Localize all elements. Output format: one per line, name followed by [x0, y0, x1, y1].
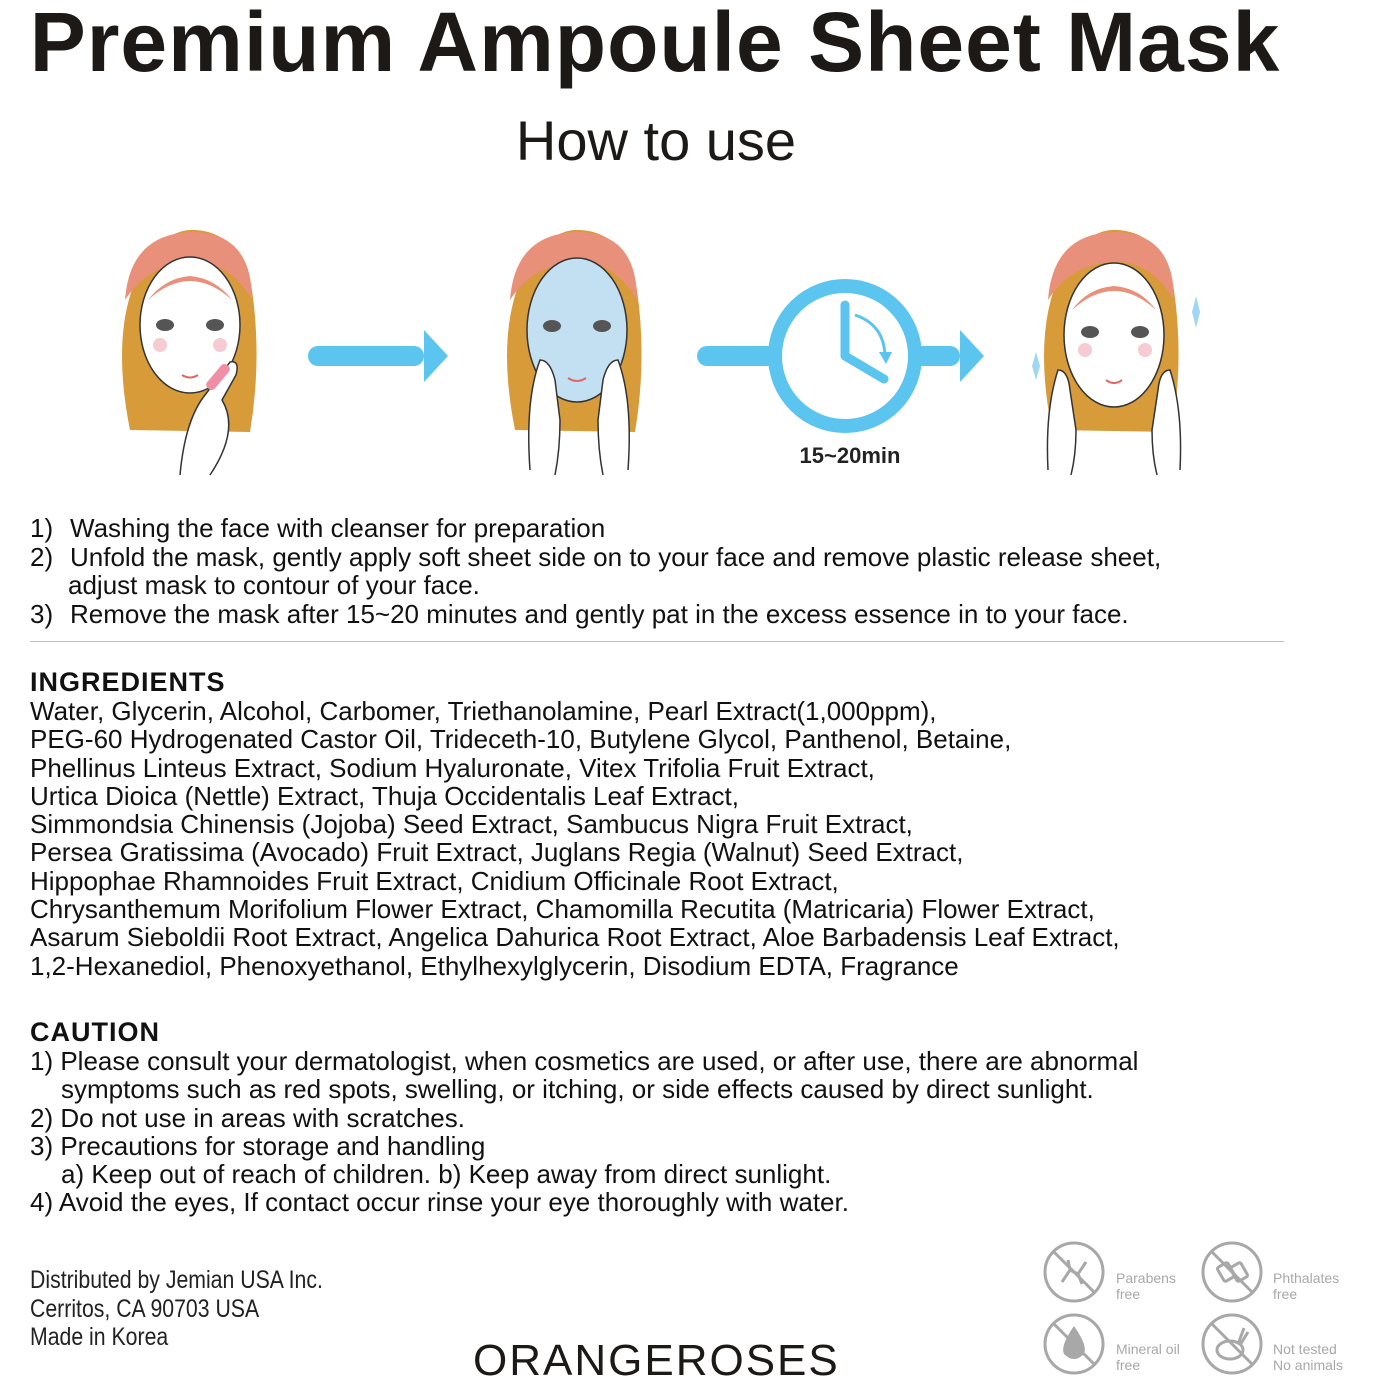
instruction-steps: 1) Washing the face with cleanser for preparation 2) Unfold the mask, gently apply soft sheet side on to your face and remove plastic release sheet, adjust mask to contour of your face. 3) Remove the mask after 15~20 minutes and gently pat in the excess essence in to your face.	[30, 514, 1350, 628]
face-result-illustration	[1032, 230, 1200, 475]
badge-label: Phthalates free	[1273, 1270, 1340, 1302]
caution-heading: CAUTION	[30, 1017, 160, 1047]
page-title: Premium Ampoule Sheet Mask	[29, 0, 1281, 89]
phthalates-free-icon	[1200, 1240, 1264, 1304]
distributor-info: Distributed by Jemian USA Inc. Cerritos, CA 90703 USA Made in Korea	[30, 1266, 323, 1351]
ingredients-list: Water, Glycerin, Alcohol, Carbomer, Triethanolamine, Pearl Extract(1,000ppm), PEG-60 Hydrogenated Castor Oil, Trideceth-10, Butylene Glycol, Panthenol, Betaine, Phellinus Linteus Extract, Sodium Hyaluronate, Vitex Trifolia Fruit Extract, Urtica Dioica (Nettle) Extract, Thuja Occidentalis Leaf Extract, Simmondsia Chinensis (Jojoba) Seed Extract, Sambucus Nigra Fruit Extract, Persea Gratissima (Avocado) Fruit Extract, Juglans Regia (Walnut) Seed Extract, Hippophae Rhamnoides Fruit Extract, Cnidium Officinale Root Extract, Chrysanthemum Morifolium Flower Extract, Chamomilla Recutita (Matricaria) Flower Extract, Asarum Sieboldii Root Extract, Angelica Dahurica Root Extract, Aloe Barbadensis Leaf Extract, 1,2-Hexanediol, Phenoxyethanol, Ethylhexylglycerin, Disodium EDTA, Fragrance	[30, 696, 1120, 981]
list-item: 1) Washing the face with cleanser for preparation	[30, 513, 606, 543]
badge-label: Mineral oil free	[1116, 1341, 1180, 1373]
badge-label: Parabens free	[1116, 1270, 1176, 1302]
not-tested-on-animals-icon	[1200, 1312, 1264, 1376]
list-item: 3) Remove the mask after 15~20 minutes and gently pat in the excess essence in to your face.	[30, 598, 1129, 629]
how-to-use-illustration	[0, 215, 1379, 485]
face-washing-illustration	[122, 230, 257, 475]
page-subtitle: How to use	[515, 109, 797, 172]
badge-label: Not tested No animals	[1273, 1341, 1344, 1373]
ingredients-heading: INGREDIENTS	[30, 667, 226, 697]
caution-list: 1) Please consult your dermatologist, when cosmetics are used, or after use, there are abnormal symptoms such as red spots, swelling, or itching, or side effects caused by direct sunlight. 2) Do not use in areas with scratches. 3) Precautions for storage and handling a) Keep out of reach of children. b) Keep away from direct sunlight. 4) Avoid the eyes, If contact occur rinse your eye thoroughly with water.	[30, 1046, 1139, 1218]
mineral-oil-free-icon	[1042, 1312, 1106, 1376]
timer-label: 15~20min	[799, 443, 901, 468]
brand-logo: ORANGEROSES	[473, 1336, 840, 1385]
clock-icon	[775, 286, 915, 426]
list-item: 2) Unfold the mask, gently apply soft sheet side on to your face and remove plastic release sheet,	[30, 541, 1162, 572]
face-mask-illustration	[507, 230, 642, 475]
divider	[30, 641, 1284, 642]
parabens-free-icon	[1042, 1240, 1106, 1304]
